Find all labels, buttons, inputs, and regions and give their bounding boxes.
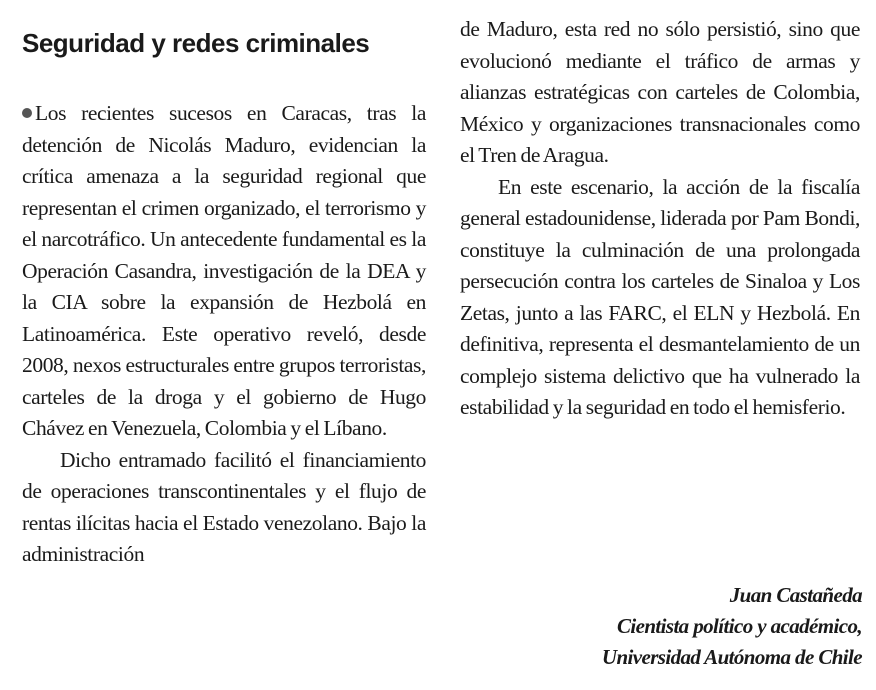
author-institution: Universidad Autónoma de Chile [601, 645, 862, 669]
author-title: Cientista político y académico, [616, 614, 862, 638]
left-column-text [22, 98, 426, 571]
article-headline: Seguridad y redes criminales [22, 28, 370, 58]
author-signature [602, 580, 862, 673]
paragraph-1 [22, 98, 426, 445]
bullet-icon [22, 108, 32, 118]
paragraph-3: En este escenario, la acción de la fiscalía general estadounidense, liderada por Pam Bondi, constituye la culminación de una prolongada persecución contra los carteles de Sinaloa y Los Zetas, junto a las FARC, el ELN y Hezbolá. En definitiva, representa el desmantelamiento de un complejo sistema delictivo que ha vulnerado la estabilidad y la seguridad en todo el hemisferio. [460, 174, 860, 419]
paragraph-2-continued: de Maduro, esta red no sólo persistió, sino que evolucionó mediante el tráfico de armas y alianzas estratégicas con carteles de Colombia, México y organizaciones transnacionales como el Tren de Aragua. [460, 17, 860, 167]
paragraph-1-text: Los recientes sucesos en Caracas, tras la detención de Nicolás Maduro, evidencian la crítica amenaza a la seguridad regional que representan el crimen organizado, el terrorismo y el narcotráfico. Un antecedente fundamental es la Operación Casandra, investigación de la DEA y la CIA sobre la expansión de Hezbolá en Latinoamérica. Este operativo reveló, desde 2008, nexos estructurales entre grupos terroristas, carteles de la droga y el gobierno de Hugo Chávez en Venezuela, Colombia y el Líbano. [22, 101, 426, 440]
author-name: Juan Castañeda [729, 583, 862, 607]
right-column-text [460, 14, 860, 424]
paragraph-2: Dicho entramado facilitó el financiamiento de operaciones transcontinentales y el flujo de rentas ilícitas hacia el Estado venezolano. Bajo la administración [22, 447, 426, 566]
